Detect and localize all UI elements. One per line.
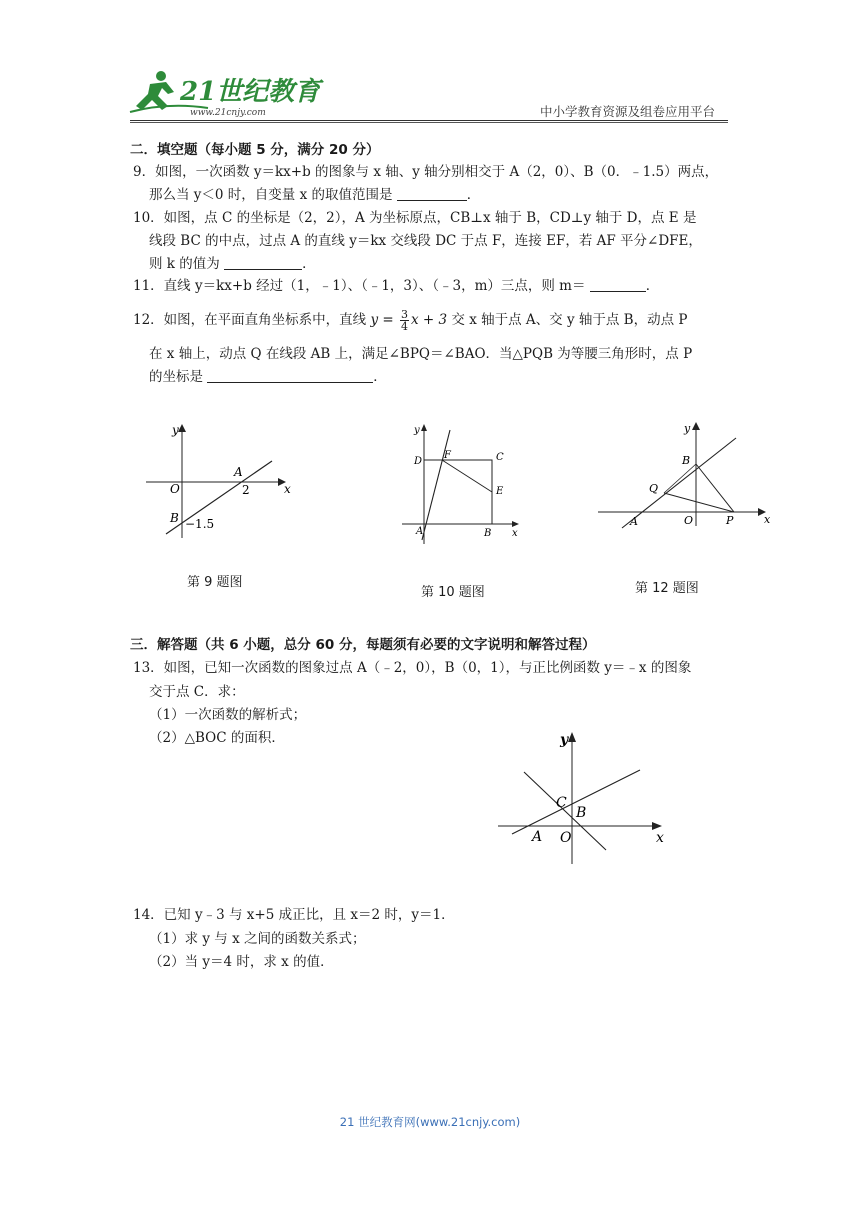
q12-eq-y: y = bbox=[370, 312, 399, 328]
fig12-point-q-label: Q bbox=[649, 482, 659, 495]
fig10-y-label: y bbox=[414, 425, 420, 436]
fig9-origin-label: O bbox=[170, 482, 180, 496]
q12-period: ． bbox=[373, 369, 387, 385]
q10-text: 则 k 的值为 bbox=[149, 256, 225, 272]
fraction-numerator: 3 bbox=[401, 308, 409, 321]
fig9-y-label: y bbox=[172, 423, 179, 437]
q13-part1: （1）一次函数的解析式； bbox=[149, 707, 307, 723]
runner-logo-icon bbox=[128, 66, 428, 122]
q9-text: 那么当 y＜0 时，自变量 x 的取值范围是 bbox=[149, 187, 397, 203]
logo-text: 21世纪教育 bbox=[180, 77, 321, 107]
q10-line3 bbox=[149, 255, 316, 273]
fig10-point-f-label: F bbox=[444, 450, 451, 461]
platform-name: 中小学教育资源及组卷应用平台 bbox=[540, 104, 716, 119]
q12-line2: 在 x 轴上，动点 Q 在线段 AB 上，满足∠BPQ＝∠BAO．当△PQB 为等腰三角形时，点 P bbox=[149, 346, 693, 362]
fig13-y-label: y bbox=[560, 732, 569, 748]
fig9-neg-label: −1.5 bbox=[185, 517, 215, 531]
q9-line2 bbox=[149, 186, 480, 204]
fig13-origin-label: O bbox=[560, 830, 572, 846]
fig10-point-b-label: B bbox=[484, 528, 492, 539]
fig12-x-label: x bbox=[764, 513, 771, 526]
fig13-point-c-label: C bbox=[556, 795, 567, 811]
q13-line2: 交于点 C．求： bbox=[149, 684, 245, 700]
fig12-origin-label: O bbox=[684, 514, 694, 527]
q12-text: 的坐标是 bbox=[149, 369, 208, 385]
q10-line1: 10．如图，点 C 的坐标是（2，2），A 为坐标原点，CB⊥x 轴于 B，CD⊥y 轴于 D，点 E 是 bbox=[133, 210, 697, 226]
q14-line1: 14．已知 y﹣3 与 x+5 成正比，且 x＝2 时，y＝1． bbox=[133, 907, 455, 923]
q12-fraction bbox=[400, 309, 409, 332]
fig13-point-a-label: A bbox=[532, 829, 543, 845]
q13-part2: （2）△BOC 的面积． bbox=[149, 730, 285, 746]
q11-answer-blank[interactable] bbox=[590, 277, 646, 292]
fig12-point-a-label: A bbox=[630, 515, 638, 528]
header-rule bbox=[130, 120, 728, 121]
fig10-caption: 第 10 题图 bbox=[421, 585, 485, 600]
fig9-point-a-label: A bbox=[234, 465, 243, 479]
figure-9 bbox=[138, 420, 300, 544]
q9-line1: 9．如图，一次函数 y＝kx+b 的图象与 x 轴、y 轴分别相交于 A（2，0）、B（0．﹣1.5）两点， bbox=[133, 164, 719, 180]
q11-line1 bbox=[133, 277, 659, 295]
fig12-point-b-label: B bbox=[682, 454, 691, 467]
fig10-point-a-label: A bbox=[416, 526, 424, 537]
q14-part1: （1）求 y 与 x 之间的函数关系式； bbox=[149, 931, 366, 947]
q10-period: ． bbox=[302, 256, 316, 272]
fig10-point-c-label: C bbox=[496, 452, 504, 463]
fig12-caption: 第 12 题图 bbox=[635, 581, 699, 596]
q11-period: ． bbox=[645, 278, 660, 294]
figure-12 bbox=[594, 418, 776, 534]
fig13-point-b-label: B bbox=[576, 805, 587, 821]
fraction-denominator: 4 bbox=[401, 320, 409, 333]
fig9-caption: 第 9 题图 bbox=[187, 575, 243, 590]
fig10-x-label: x bbox=[512, 528, 518, 539]
figure-10 bbox=[398, 420, 526, 548]
fig13-x-label: x bbox=[656, 830, 664, 846]
fig12-y-label: y bbox=[684, 422, 691, 435]
fig9-x-label: x bbox=[284, 482, 291, 496]
q12-line3 bbox=[149, 368, 387, 386]
q12-text-start: 12．如图，在平面直角坐标系中，直线 bbox=[133, 312, 371, 328]
site-logo bbox=[128, 66, 428, 122]
footer-site-link[interactable]: 21 世纪教育网(www.21cnjy.com) bbox=[339, 1115, 521, 1129]
q9-answer-blank[interactable] bbox=[397, 186, 467, 201]
section3-title: 三．解答题（共 6 小题，总分 60 分，每题须有必要的文字说明和解答过程） bbox=[130, 637, 596, 653]
q12-text-end: 交 x 轴于点 A、交 y 轴于点 B，动点 P bbox=[447, 312, 688, 328]
figure-13 bbox=[494, 728, 674, 868]
fig10-point-d-label: D bbox=[414, 456, 423, 467]
header-rule-thin bbox=[130, 122, 728, 123]
fig12-point-p-label: P bbox=[726, 514, 734, 527]
logo-url: www.21cnjy.com bbox=[190, 108, 266, 118]
q12-eq-rest: x + 3 bbox=[411, 312, 448, 328]
section2-title: 二．填空题（每小题 5 分，满分 20 分） bbox=[130, 142, 380, 158]
q10-answer-blank[interactable] bbox=[224, 255, 302, 270]
fig9-point-b-label: B bbox=[170, 511, 179, 525]
q14-part2: （2）当 y＝4 时，求 x 的值． bbox=[149, 954, 334, 970]
q12-line1 bbox=[133, 309, 687, 332]
q9-period: ． bbox=[466, 187, 481, 203]
q13-line1: 13．如图，已知一次函数的图象过点 A（﹣2，0），B（0，1），与正比例函数 y＝﹣x 的图象 bbox=[133, 660, 692, 676]
fig9-tick-2: 2 bbox=[242, 483, 250, 497]
q12-answer-blank[interactable] bbox=[207, 368, 373, 383]
q11-text: 11．直线 y＝kx+b 经过（1，﹣1）、（﹣1，3）、（﹣3，m）三点，则 m＝ bbox=[133, 278, 590, 294]
q10-line2: 线段 BC 的中点，过点 A 的直线 y＝kx 交线段 DC 于点 F，连接 EF，若 AF 平分∠DFE， bbox=[149, 233, 702, 249]
fig10-point-e-label: E bbox=[496, 486, 504, 497]
